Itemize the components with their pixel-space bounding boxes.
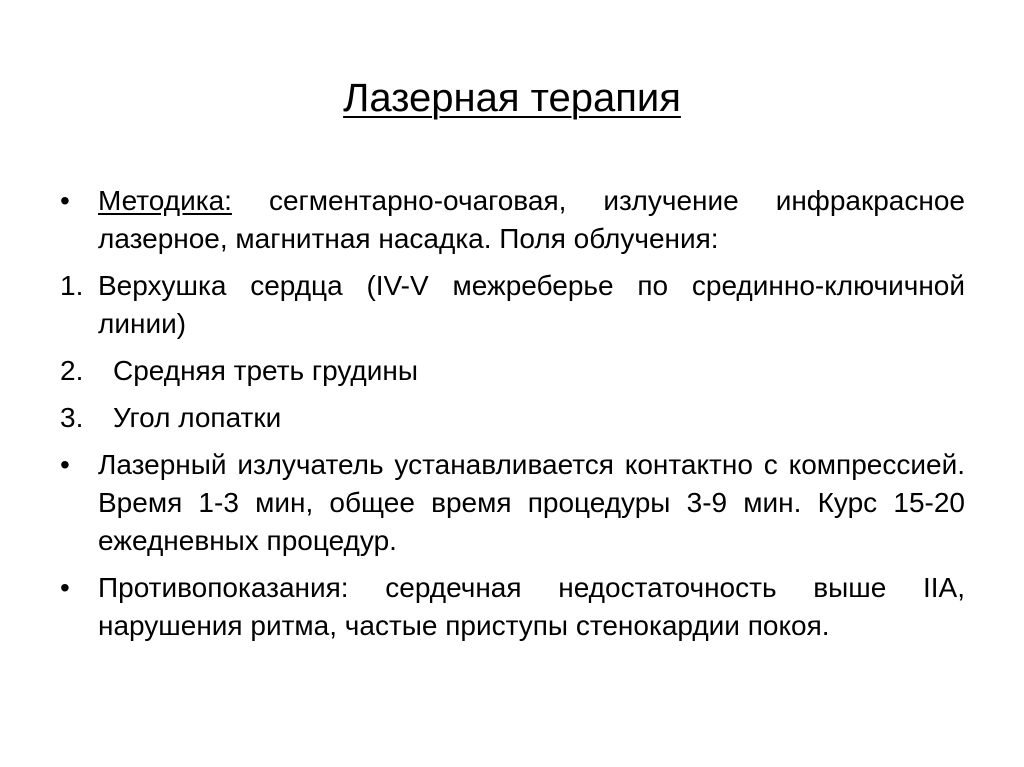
list-item-3 <box>60 399 965 437</box>
list-item-3-text: Угол лопатки <box>113 402 282 433</box>
method-label: Методика: <box>98 185 232 216</box>
slide-title: Лазерная терапия <box>343 76 681 120</box>
list-item-1 <box>60 267 965 343</box>
number-marker-2: 2. <box>60 355 84 386</box>
list-item-1-text: Верхушка сердца (IV-V межреберье по срединно-ключичной линии) <box>98 270 965 339</box>
bullet-marker: • <box>60 185 70 216</box>
emitter-text: Лазерный излучатель устанавливается контактно с компрессией. Время 1-3 мин, общее время процедуры 3-9 мин. Курс 15-20 ежедневных процедур. <box>98 449 965 556</box>
number-marker-3: 3. <box>60 402 84 433</box>
contraindications-text: Противопоказания: сердечная недостаточность выше IIA, нарушения ритма, частые приступы стенокардии покоя. <box>98 572 965 641</box>
list-item-method <box>60 182 965 258</box>
bullet-marker: • <box>60 572 70 603</box>
list-item-contraindications <box>60 569 965 645</box>
method-text: сегментарно-очаговая, излучение инфракрасное лазерное, магнитная насадка. Поля облучения: <box>98 185 965 254</box>
list-item-2-text: Средняя треть грудины <box>113 355 418 386</box>
list-item-emitter <box>60 446 965 560</box>
list-item-2 <box>60 352 965 390</box>
slide-content <box>60 182 965 654</box>
number-marker-1: 1. <box>60 270 84 301</box>
bullet-marker: • <box>60 449 70 480</box>
